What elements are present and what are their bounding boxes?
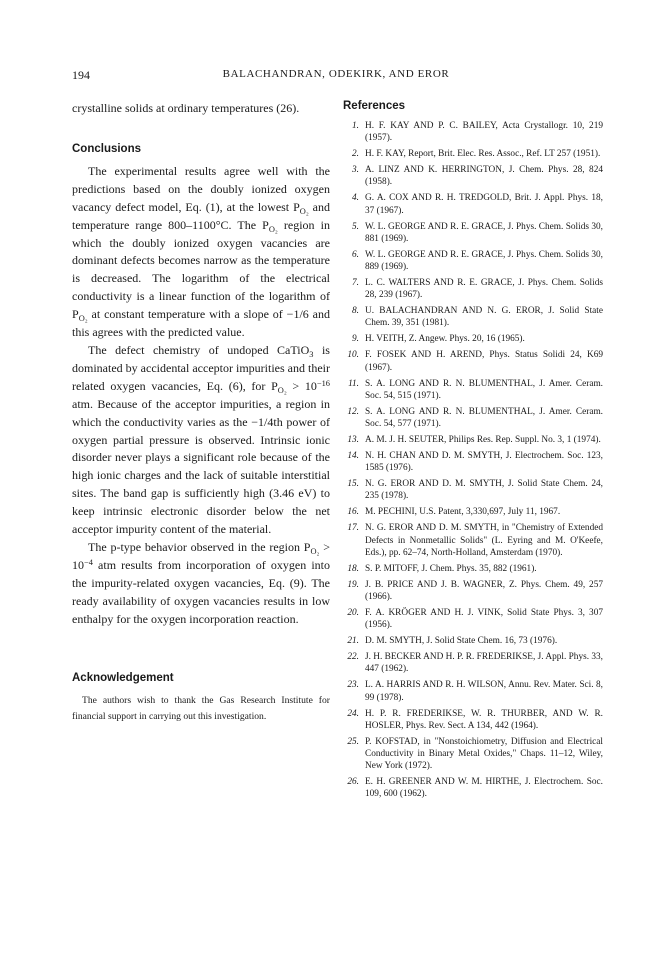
- reference-number: 20.: [347, 608, 359, 619]
- reference-text: N. G. EROR AND D. M. SMYTH, in "Chemistry of Extended Defects in Nonmetallic Solids" (L. Eyring and M. O'Keefe, Eds.), pp. 62–74, North-Holland, Amsterdam (1970).: [365, 523, 603, 558]
- reference-number: 16.: [347, 507, 359, 518]
- reference-number: 21.: [347, 636, 359, 647]
- reference-text: P. KOFSTAD, in "Nonstoichiometry, Diffusion and Electrical Conductivity in Binary Metal Oxides," Chaps. 11–12, Wiley, New York (1972).: [365, 736, 603, 772]
- reference-item: [343, 406, 603, 430]
- acknowledgement-heading: Acknowledgement: [72, 672, 174, 685]
- conclusions-paragraph-1: The experimental results agree well with the predictions based on the doubly ionized oxygen vacancy defect model, Eq. (1), at the lowest $P_{O_2}$ and temperature range 800–1100°C. The $P_{O_2}$ region in which the doubly ionized oxygen vacancies are dominant defects becomes narrow as the temperature is decreased. The logarithm of the electrical conductivity is a linear function of the logarithm of $P_{O_2}$ at constant temperature with a slope of −1/6 and this agrees with the predicted value.: [72, 163, 330, 340]
- reference-item: [343, 651, 603, 675]
- reference-item: [343, 120, 603, 144]
- reference-item: [343, 679, 603, 703]
- reference-item: [343, 378, 603, 402]
- reference-text: S. A. LONG AND R. N. BLUMENTHAL, J. Amer. Ceram. Soc. 54, 515 (1971).: [365, 378, 603, 401]
- reference-item: [343, 221, 603, 245]
- reference-text: H. F. KAY, Report, Brit. Elec. Res. Assoc., Ref. LT 257 (1951).: [365, 149, 601, 160]
- reference-item: [343, 164, 603, 188]
- reference-text: A. LINZ AND K. HERRINGTON, J. Chem. Phys. 28, 824 (1958).: [365, 165, 603, 188]
- reference-text: D. M. SMYTH, J. Solid State Chem. 16, 73 (1976).: [365, 636, 558, 647]
- reference-item: [343, 277, 603, 301]
- references-column: [343, 100, 603, 804]
- reference-text: H. F. KAY AND P. C. BAILEY, Acta Crystallogr. 10, 219 (1957).: [365, 121, 603, 144]
- reference-text: J. B. PRICE AND J. B. WAGNER, Z. Phys. Chem. 49, 257 (1966).: [365, 579, 603, 603]
- reference-number: 18.: [347, 563, 359, 574]
- left-column: [72, 100, 330, 724]
- conclusions-heading: Conclusions: [72, 142, 142, 155]
- conclusions-paragraph-3: The p-type behavior observed in the region $P_{O_2} > 10^{-4}$ atm results from incorporation of oxygen into the impurity-related oxygen vacancies, Eq. (9). The ready availability of oxygen vacancies results in low enthalpy for the oxygen incorporation reaction.: [72, 539, 330, 626]
- reference-number: 25.: [347, 736, 359, 747]
- page-number: 194: [72, 68, 90, 82]
- reference-text: J. H. BECKER AND H. P. R. FREDERIKSE, J. Appl. Phys. 33, 447 (1962).: [365, 652, 603, 675]
- reference-number: 7.: [352, 278, 359, 289]
- reference-item: [343, 305, 603, 329]
- running-head: BALACHANDRAN, ODEKIRK, AND EROR: [222, 68, 450, 80]
- reference-text: S. P. MITOFF, J. Chem. Phys. 35, 882 (1961).: [365, 563, 537, 574]
- reference-item: [343, 434, 603, 446]
- reference-number: 11.: [348, 378, 359, 389]
- reference-number: 17.: [347, 523, 359, 534]
- reference-number: 22.: [347, 652, 359, 663]
- reference-number: 5.: [352, 221, 359, 232]
- reference-number: 12.: [347, 406, 359, 417]
- reference-item: [343, 478, 603, 502]
- reference-text: W. L. GEORGE AND R. E. GRACE, J. Phys. Chem. Solids 30, 881 (1969).: [365, 221, 603, 244]
- reference-text: F. A. KRÖGER AND H. J. VINK, Solid State Phys. 3, 307 (1956).: [365, 608, 603, 631]
- reference-list: [343, 120, 603, 801]
- reference-number: 6.: [352, 249, 359, 260]
- acknowledgement-text: The authors wish to thank the Gas Research Institute for financial support in carrying out this investigation.: [72, 695, 330, 722]
- reference-text: H. VEITH, Z. Angew. Phys. 20, 16 (1965).: [365, 334, 525, 345]
- reference-number: 2.: [352, 149, 359, 160]
- reference-item: [343, 579, 603, 603]
- reference-item: [343, 776, 603, 800]
- reference-item: [343, 333, 603, 345]
- reference-text: N. H. CHAN AND D. M. SMYTH, J. Electrochem. Soc. 123, 1585 (1976).: [365, 451, 603, 474]
- reference-number: 14.: [347, 451, 359, 462]
- reference-number: 3.: [352, 165, 359, 176]
- reference-text: E. H. GREENER AND W. M. HIRTHE, J. Electrochem. Soc. 109, 600 (1962).: [365, 777, 603, 800]
- reference-text: U. BALACHANDRAN AND N. G. EROR, J. Solid State Chem. 39, 351 (1981).: [365, 306, 603, 329]
- reference-text: S. A. LONG AND R. N. BLUMENTHAL, J. Amer. Ceram. Soc. 54, 577 (1971).: [365, 406, 603, 430]
- reference-item: [343, 736, 603, 773]
- reference-number: 24.: [347, 708, 359, 719]
- reference-item: [343, 249, 603, 273]
- reference-item: [343, 192, 603, 216]
- page-header: [72, 68, 600, 84]
- reference-number: 19.: [347, 579, 359, 590]
- reference-number: 8.: [352, 306, 359, 317]
- reference-text: A. M. J. H. SEUTER, Philips Res. Rep. Suppl. No. 3, 1 (1974).: [365, 435, 601, 446]
- reference-item: [343, 607, 603, 631]
- reference-text: N. G. EROR AND D. M. SMYTH, J. Solid State Chem. 24, 235 (1978).: [365, 479, 603, 502]
- conclusions-paragraph-2: The defect chemistry of undoped CaTiO$_3$ is dominated by accidental acceptor impurities and their related oxygen vacancies, Eq. (6), for $P_{O_2} > 10^{-16}$ atm. Because of the acceptor impurities, a region in which the conductivity varies as the −1/4th power of oxygen partial pressure is observed. Intrinsic ionic disorder never plays a significant role because of the high ionic charges and the lack of suitable interstitial sites. The band gap is sufficiently high (3.46 eV) to keep intrinsic electronic disorder below the net acceptor impurity content of the material.: [72, 342, 330, 537]
- reference-number: 15.: [347, 479, 359, 490]
- reference-item: [343, 450, 603, 474]
- reference-number: 23.: [347, 680, 359, 691]
- reference-text: F. FOSEK AND H. AREND, Phys. Status Solidi 24, K69 (1967).: [365, 350, 603, 373]
- reference-number: 26.: [347, 777, 359, 788]
- reference-number: 10.: [347, 350, 359, 361]
- reference-text: W. L. GEORGE AND R. E. GRACE, J. Phys. Chem. Solids 30, 889 (1969).: [365, 249, 603, 273]
- carryover-paragraph: crystalline solids at ordinary temperatures (26).: [72, 101, 300, 115]
- reference-text: L. A. HARRIS AND R. H. WILSON, Annu. Rev. Mater. Sci. 8, 99 (1978).: [365, 680, 603, 703]
- reference-item: [343, 708, 603, 732]
- reference-number: 1.: [352, 121, 359, 131]
- reference-item: [343, 506, 603, 518]
- reference-text: L. C. WALTERS AND R. E. GRACE, J. Phys. Chem. Solids 28, 239 (1967).: [365, 278, 603, 301]
- reference-number: 13.: [347, 435, 359, 446]
- reference-item: [343, 522, 603, 559]
- reference-item: [343, 635, 603, 647]
- reference-item: [343, 148, 603, 160]
- references-heading: References: [343, 100, 406, 112]
- reference-text: G. A. COX AND R. H. TREDGOLD, Brit. J. Appl. Phys. 18, 37 (1967).: [365, 193, 603, 216]
- reference-number: 4.: [352, 193, 359, 204]
- reference-number: 9.: [352, 334, 359, 345]
- reference-item: [343, 349, 603, 373]
- reference-text: H. P. R. FREDERIKSE, W. R. THURBER, AND W. R. HOSLER, Phys. Rev. Sect. A 134, 442 (1964).: [365, 708, 603, 731]
- reference-item: [343, 563, 603, 575]
- reference-text: M. PECHINI, U.S. Patent, 3,330,697, July 11, 1967.: [365, 507, 561, 518]
